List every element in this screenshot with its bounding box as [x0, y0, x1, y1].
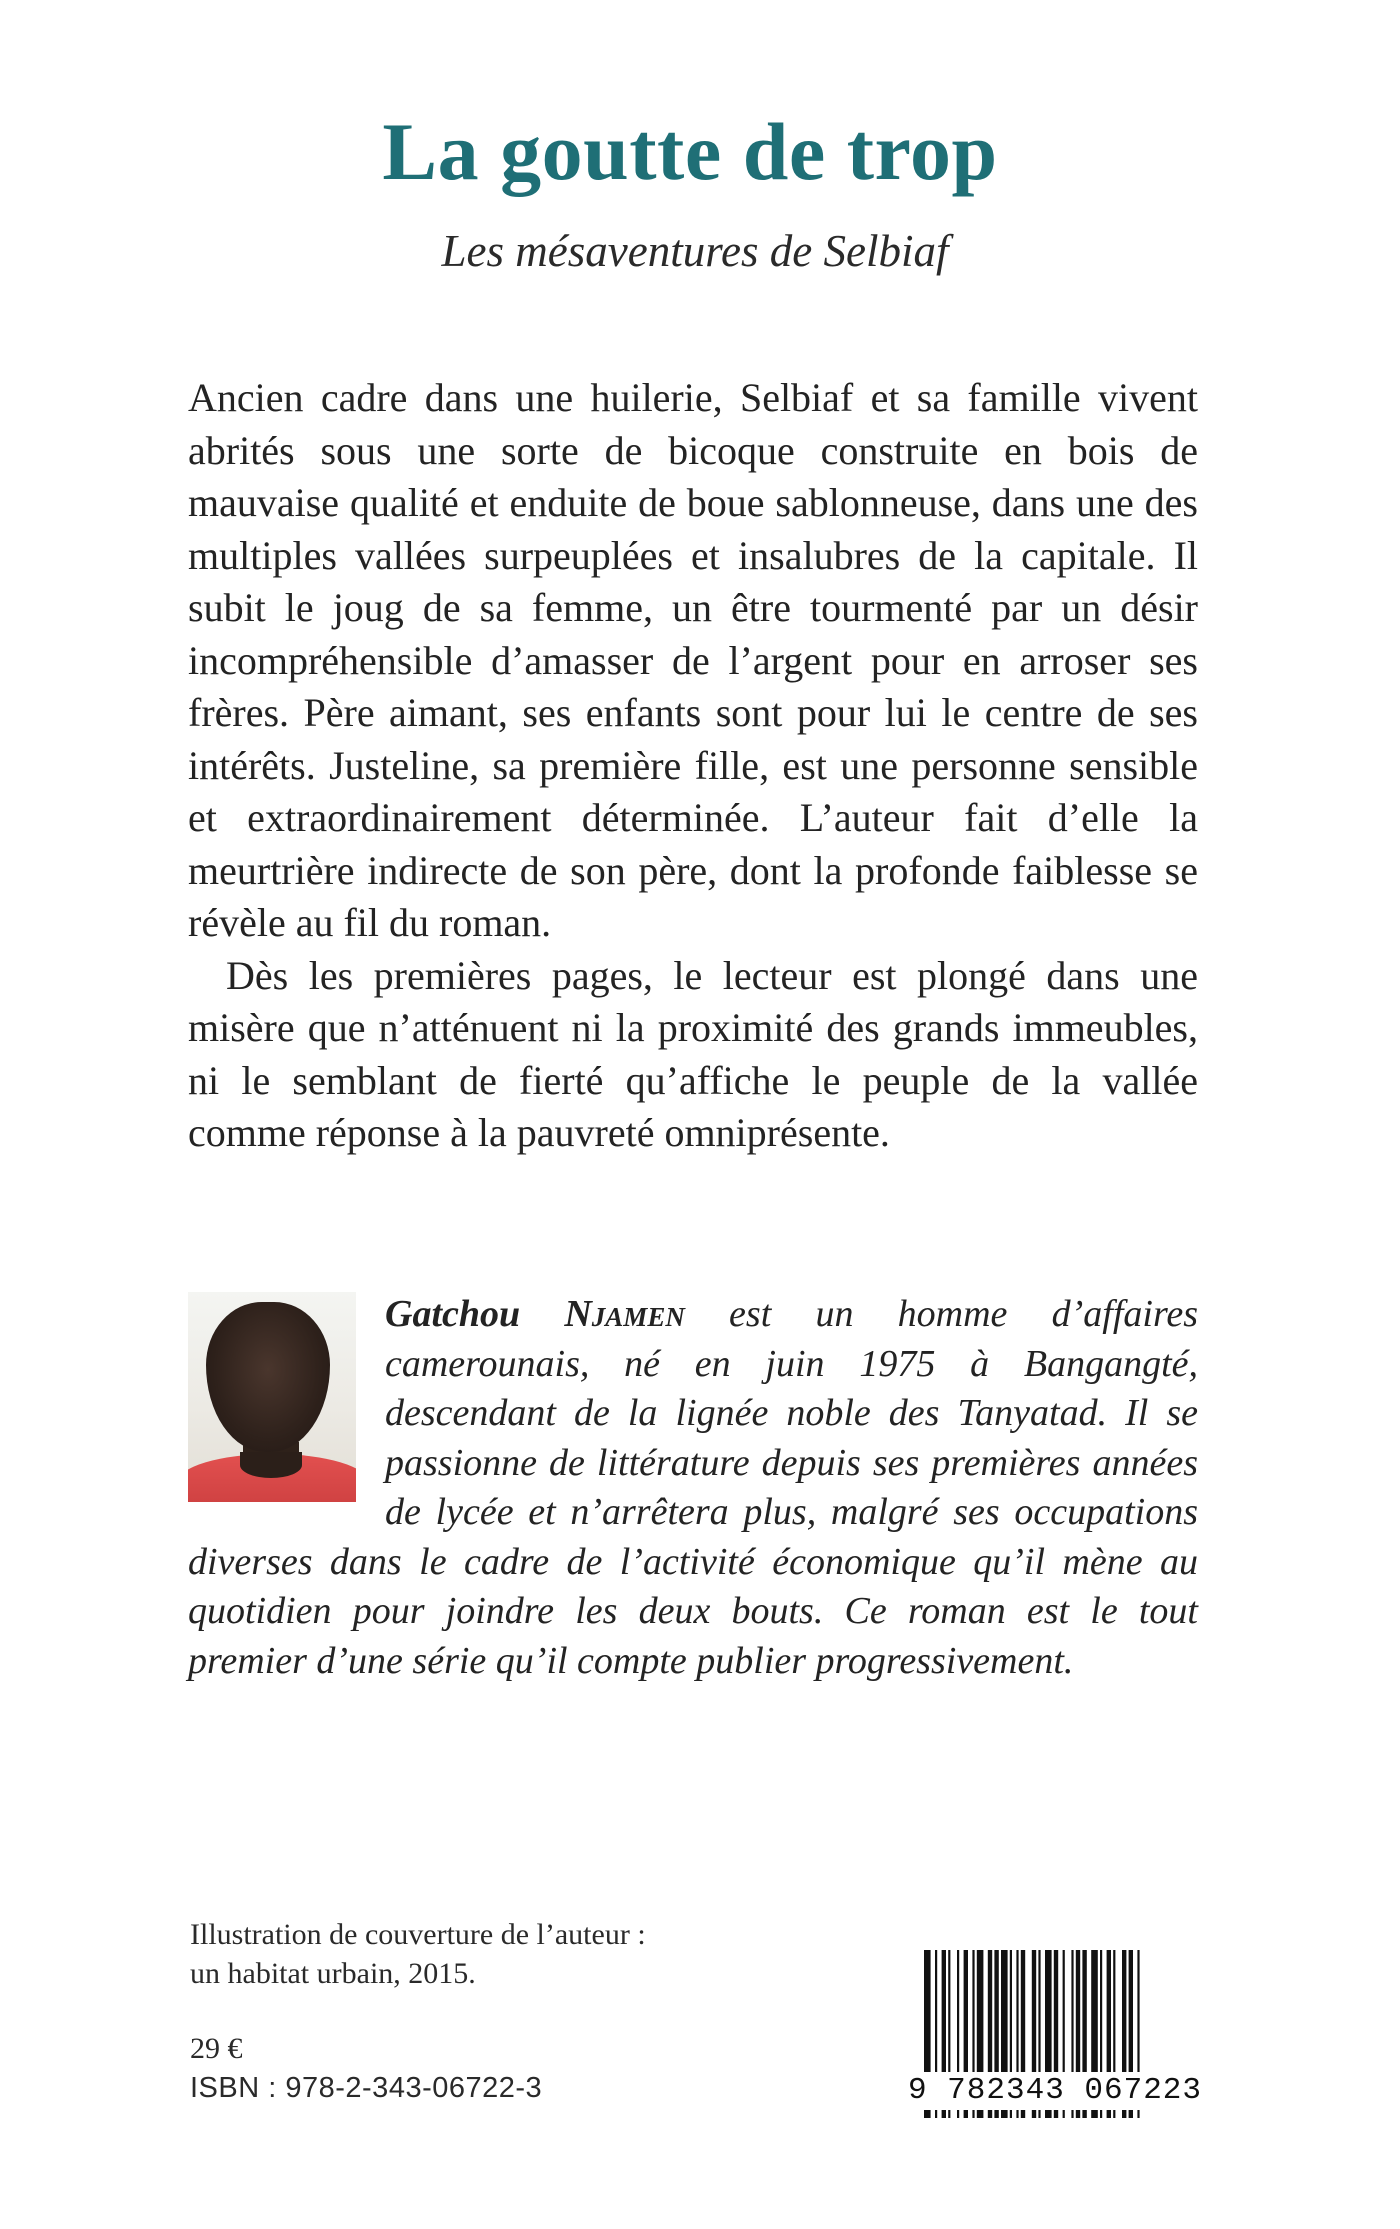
author-bio — [188, 1290, 1198, 1686]
price: 29 € — [190, 2032, 243, 2065]
book-title: La goutte de trop — [382, 106, 998, 197]
author-last-name: Njamen — [564, 1293, 685, 1335]
isbn: ISBN : 978-2-343-06722-3 — [190, 2072, 543, 2104]
barcode-digits: 9 782343 067223 — [905, 2072, 1205, 2110]
blurb-paragraph-1: Ancien cadre dans une huilerie, Selbiaf et sa famille vivent abrités sous une sorte de bicoque construite en bois de mauvaise qualité et enduite de boue sablonneuse, dans une des multiples vallées surpeuplées et insalubres de la capitale. Il subit le joug de sa femme, un être tourmenté par un désir incompréhensible d’amasser de l’argent pour en arroser ses frères. Père aimant, ses enfants sont pour lui le centre de ses intérêts. Justeline, sa première fille, est une personne sensible et extraordinairement déterminée. L’auteur fait d’elle la meurtrière indirecte de son père, dont la profonde faiblesse se révèle au fil du roman. — [188, 375, 1198, 945]
illustration-credit — [190, 1915, 750, 1993]
author-first-name: Gatchou — [385, 1293, 521, 1335]
illustration-credit-line-2: un habitat urbain, 2015. — [190, 1957, 476, 1990]
back-cover-blurb — [188, 372, 1198, 1160]
author-bio-text: est un homme d’affaires camerounais, né en juin 1975 à Bangangté, descendant de la lignée noble des Tanyatad. Il se passionne de littérature depuis ses premières années de lycée et n’arrêtera plus, malgré ses occupations diverses dans le cadre de l’activité économique qu’il mène au quotidien pour joindre les deux bouts. Ce roman est le tout premier d’une série qu’il compte publier progressivement. — [188, 1293, 1199, 1682]
photo-wrap-space — [188, 1290, 385, 1530]
blurb-paragraph-2: Dès les premières pages, le lecteur est plongé dans une misère que n’atténuent ni la proximité des grands immeubles, ni le semblant de fierté qu’affiche le peuple de la vallée comme réponse à la pauvreté omniprésente. — [188, 952, 1198, 1155]
illustration-credit-line-1: Illustration de couverture de l’auteur : — [190, 1918, 646, 1951]
book-subtitle: Les mésaventures de Selbiaf — [441, 226, 949, 276]
